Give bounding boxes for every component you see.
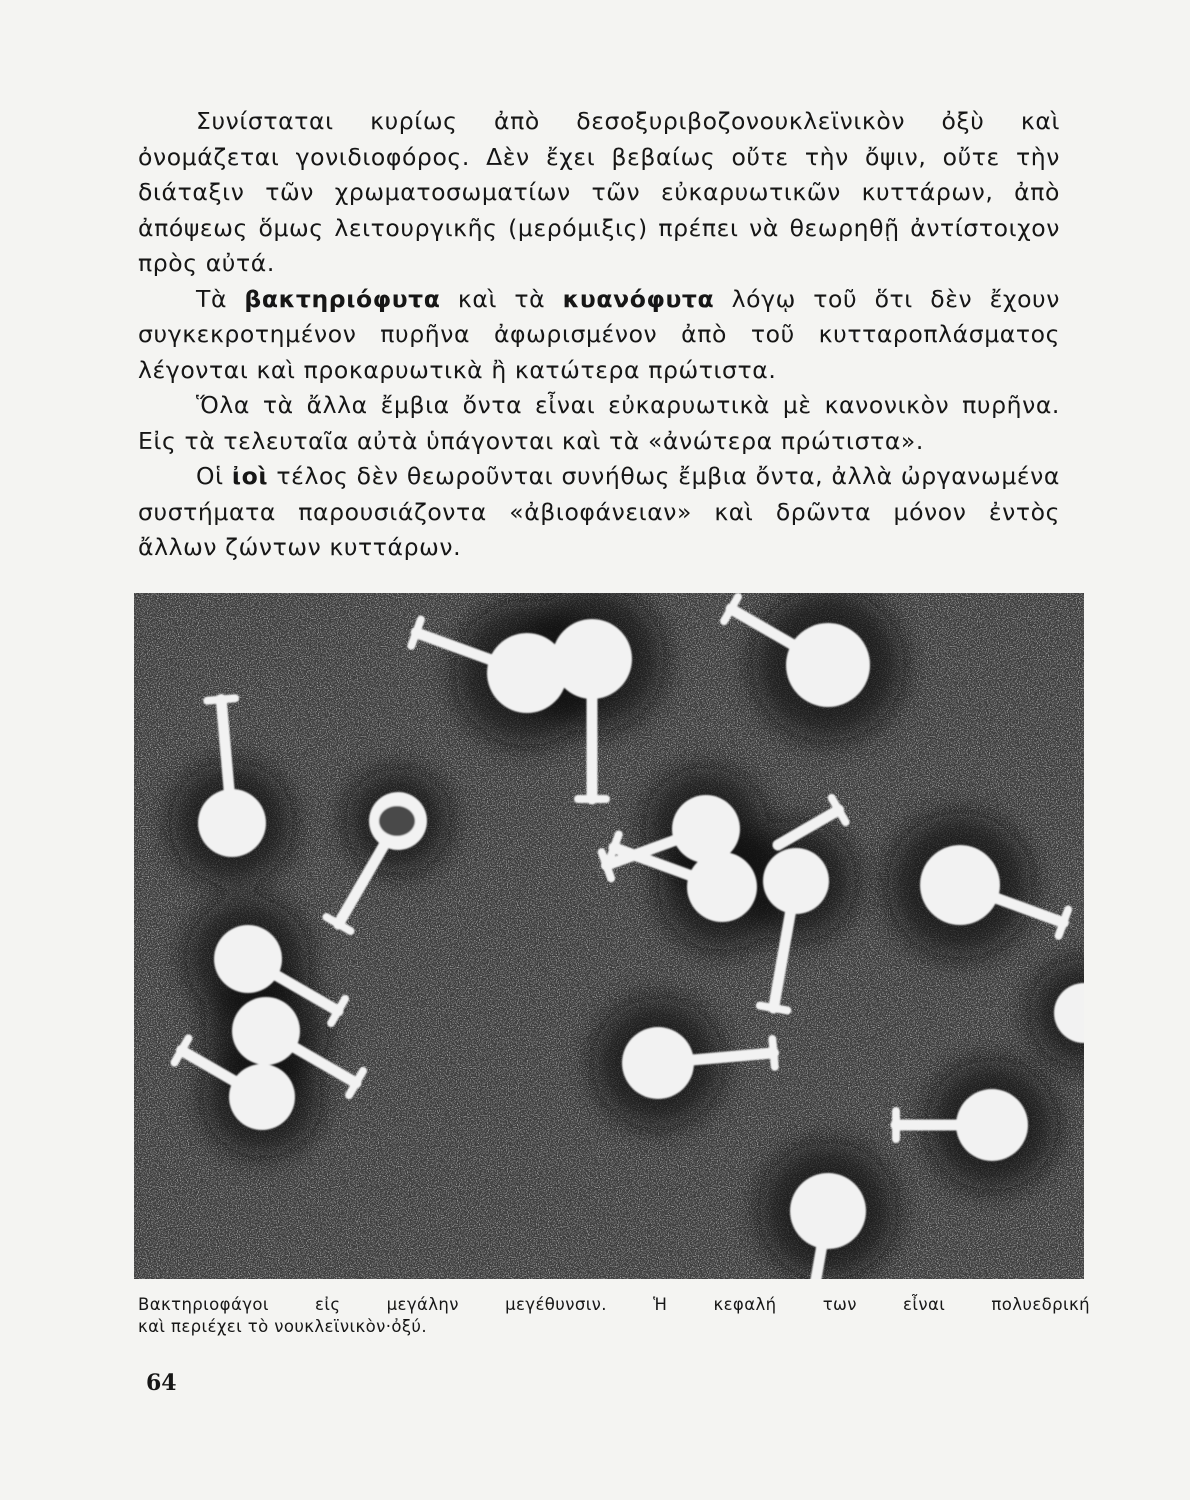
phage-head xyxy=(622,1027,694,1099)
phage-head xyxy=(214,925,282,993)
text-run: Ὅλα τὰ ἄλλα ἔμβια ὄντα εἶναι εὐκαρυωτικὰ μὲ κανονικὸν πυρῆνα. Εἰς τὰ τελευταῖα αὐτὰ ὑπάγονται καὶ τὰ «ἀνώτερα πρώτιστα». xyxy=(138,391,1060,455)
body-text xyxy=(138,104,1060,566)
phage-head xyxy=(920,845,1000,925)
text-run: λόγῳ τοῦ ὅτι δὲν ἔχουν συγκεκροτημένον πυρῆνα ἀφωρισμένον ἀπὸ τοῦ κυτταροπλάσματος λέγονται καὶ προκαρυωτικὰ ἢ κατώτερα πρώτιστα. xyxy=(138,284,1060,384)
ghost-head-contents xyxy=(379,806,415,836)
phage-head xyxy=(790,1173,866,1249)
caption-line-2: καὶ περιέχει τὸ νουκλεϊνικὸν·ὀξύ. xyxy=(138,1317,428,1336)
bold-term: ἰοὶ xyxy=(231,462,269,490)
figure-caption xyxy=(138,1294,1090,1338)
page-number: 64 xyxy=(146,1370,177,1396)
phage-baseplate xyxy=(772,1039,774,1067)
paragraph-3 xyxy=(138,388,1060,459)
phage-head xyxy=(672,795,740,863)
bold-term: βακτηριόφυτα xyxy=(244,284,441,313)
phage-baseplate xyxy=(760,1006,788,1011)
paragraph-4 xyxy=(138,459,1060,566)
text-run: Τὰ xyxy=(196,284,245,313)
phage-head xyxy=(956,1089,1028,1161)
paragraph-2 xyxy=(138,282,1060,389)
phage-head xyxy=(786,623,870,707)
caption-line-1: Βακτηριοφάγοι εἰς μεγάλην μεγέθυνσιν. Ἡ κεφαλή των εἶναι πολυεδρική xyxy=(138,1295,1090,1314)
paragraph-1 xyxy=(138,104,1060,282)
bacteriophage-micrograph xyxy=(134,593,1084,1279)
micrograph-image xyxy=(134,593,1084,1279)
phage-head xyxy=(687,852,757,922)
phage-baseplate xyxy=(207,698,235,700)
text-run: Συνίσταται κυρίως ἀπὸ δεσοξυριβοζονουκλεϊνικὸν ὀξὺ καὶ ὀνομάζεται γονιδιοφόρος. Δὲν ἔχει βεβαίως οὔτε τὴν ὄψιν, οὔτε τὴν διάταξιν τῶν χρωματοσωματίων τῶν εὐκαρυωτικῶν κυττάρων, ἀπὸ ἀπόψεως ὅμως λειτουργικῆς (μερόμιξις) πρέπει νὰ θεωρηθῇ ἀντίστοιχον πρὸς αὐτά. xyxy=(138,107,1060,277)
bold-term: κυανόφυτα xyxy=(562,284,715,313)
phage-head xyxy=(552,619,632,699)
phage-head xyxy=(198,789,266,857)
phage-tail xyxy=(687,1053,774,1061)
phage-head xyxy=(232,997,300,1065)
text-run: καὶ τὰ xyxy=(440,284,563,313)
text-run: Οἱ xyxy=(196,462,232,490)
phage-head xyxy=(763,848,829,914)
text-run: τέλος δὲν θεωροῦνται συνήθως ἔμβια ὄντα, ἀλλὰ ὠργανωμένα συστήματα παρουσιάζοντα «ἀβιοφάνειαν» καὶ δρῶντα μόνον ἐντὸς ἄλλων ζώντων κυττάρων. xyxy=(138,462,1060,561)
phage-head xyxy=(229,1064,295,1130)
